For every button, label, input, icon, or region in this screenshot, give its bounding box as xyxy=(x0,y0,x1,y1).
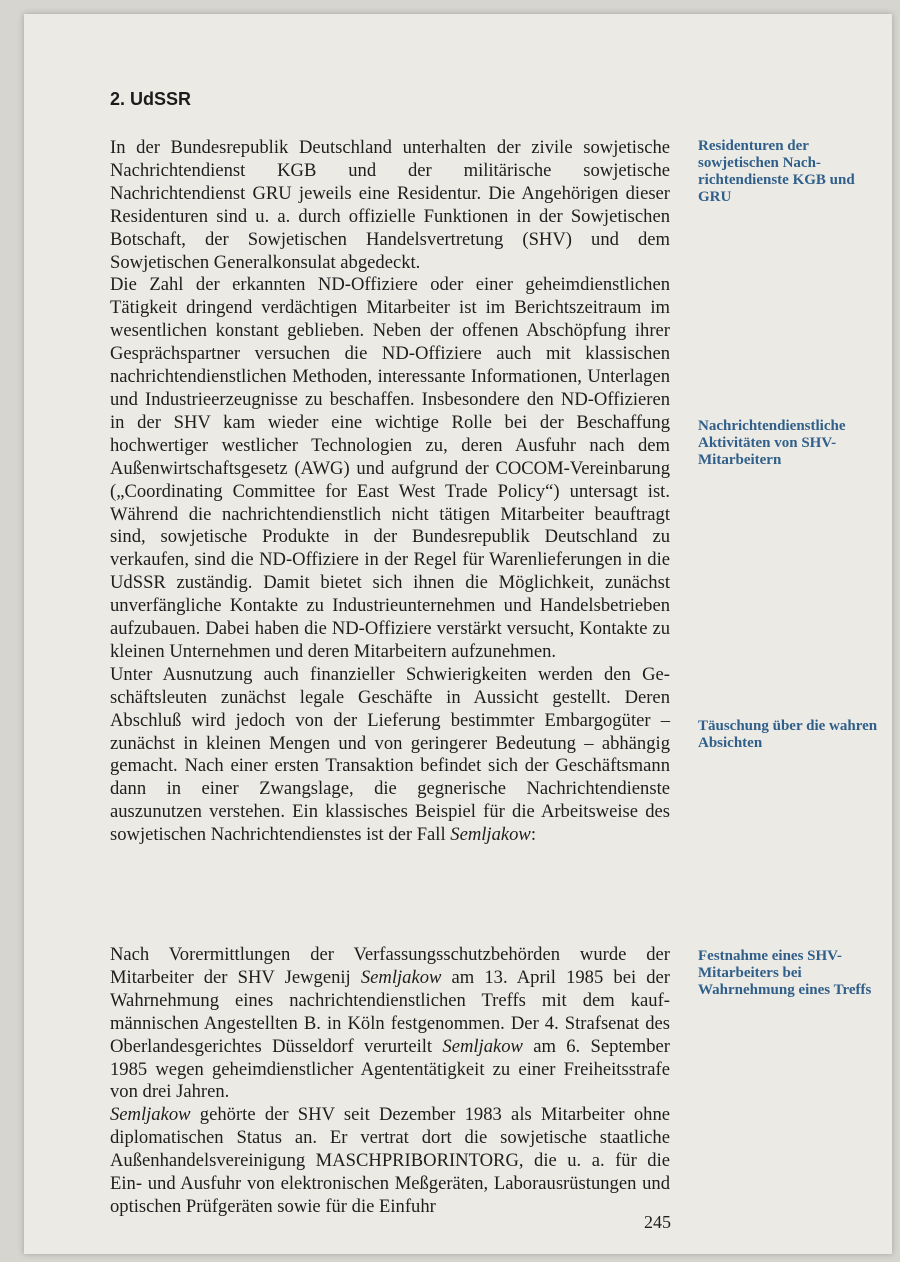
name-semljakow: Semljakow xyxy=(442,1035,523,1057)
margin-note-residenturen: Residenturen der sowjetischen Nachrichtendienste KGB und GRU xyxy=(698,138,855,205)
paragraph-taeuschung-text: Unter Ausnutzung auch finanzieller Schwierigkeiten werden den Geschäftsleuten zunächst legale Geschäfte in Aussicht gestellt. Deren Abschluß wird jedoch von der Lieferung bestimmter Embargogüter – zunächst in kleinen Mengen und von geringerer Bedeutung – abhängig gemacht. Nach einer ersten Transaktion befindet sich der Geschäftsmann dann in einer Zwangslage, die gegnerische Nachrichtendienste auszunutzen verstehen. Ein klassisches Beispiel für die Arbeitsweise des sowjetischen Nachrichtendienstes ist der Fall xyxy=(110,663,670,846)
name-semljakow: Semljakow xyxy=(450,824,531,846)
margin-note-taeuschung: Täuschung über die wahren Absichten xyxy=(698,718,878,751)
text-segment: gehörte der SHV seit Dezember 1983 als Mitarbeiter ohne diplomatischen Status an. Er vertrat dort die sowjetische staatliche Außenhandelsvereinigung MASCHPRIBORINTORG, die u. a. für die Ein- und Ausfuhr von elektronischen Meßgeräten, Laborausrüstungen und optischen Prüfgeräten sowie für die Einfuhr xyxy=(110,1104,670,1217)
paragraph-festnahme xyxy=(110,944,670,1104)
document-page xyxy=(24,14,892,1254)
name-semljakow: Semljakow xyxy=(360,966,442,988)
paragraph-taeuschung xyxy=(110,664,670,847)
page-number: 245 xyxy=(644,1212,671,1232)
section-heading: 2. UdSSR xyxy=(110,89,192,109)
margin-note-aktivitaeten: Nachrichtendienstliche Aktivitäten von SHV-Mitarbeitern xyxy=(698,418,846,468)
margin-note-festnahme: Festnahme eines SHV-Mitarbeiters bei Wahrnehmung eines Treffs xyxy=(698,948,872,998)
body-text-block-1 xyxy=(110,137,670,847)
paragraph-shv-mitarbeiter xyxy=(110,1104,670,1219)
text-segment: am 13. April 1985 bei der Wahrnehmung eines nachrichtendienstlichen Treffs mit dem kaufmännischen Angestellten B. in Köln festgenommen. Der 4. Strafsenat des Oberlandesgerichtes Düsseldorf verurteilt xyxy=(110,966,670,1057)
paragraph-nd-offiziere: Die Zahl der erkannten ND-Offiziere oder einer geheimdienstlichen Tätigkeit dringend verdächtigen Mitarbeiter ist im Berichtszeitraum im wesentlichen konstant geblieben. Neben der offenen Abschöpfung ihrer Gesprächspartner versuchen die ND-Offiziere auch mit klassischen nachrichtendienstlichen Methoden, interessante Informationen, Unterlagen und Industrieerzeugnisse zu beschaffen. Insbesondere den ND-Offizieren in der SHV kam wieder eine wichtige Rolle bei der Beschaffung hochwertiger westlicher Technologien zu, deren Ausfuhr nach dem Außenwirtschaftsgesetz (AWG) und aufgrund der COCOM-Vereinbarung („Coordinating Committee for East West Trade Policy“) untersagt ist. Während die nachrichtendienstlich nicht tätigen Mitarbeiter beauftragt sind, sowjetische Produkte in der Bundesrepublik Deutschland zu verkaufen, sind die ND-Offiziere in der Regel für Warenlieferungen in die UdSSR zuständig. Damit bietet sich ihnen die Möglichkeit, zunächst unverfängliche Kontakte zu Industrieunternehmen und Handelsbetrieben aufzubauen. Dabei haben die ND-Offiziere verstärkt versucht, Kontakte zu kleinen Unternehmen und deren Mitarbeitern aufzunehmen. xyxy=(110,274,670,662)
text-segment: Nach Vorermittlungen der Verfassungsschutzbehörden wurde der Mitarbeiter der SHV Jewgenij xyxy=(110,944,670,988)
colon: : xyxy=(530,824,537,846)
name-semljakow: Semljakow xyxy=(110,1104,191,1126)
paragraph-residenturen: In der Bundesrepublik Deutschland unterhalten der zivile sowjetische Nachrichtendienst KGB und der militärische sowjetische Nachrichtendienst GRU jeweils eine Residentur. Die Angehörigen dieser Residenturen sind u. a. durch offizielle Funktionen in der Sowjetischen Botschaft, der Sowjetischen Handelsvertretung (SHV) und dem Sowjetischen Generalkonsulat abgedeckt. xyxy=(110,137,670,273)
text-segment: am 6. September 1985 wegen geheimdienstlicher Agententätigkeit zu einer Freiheitsstrafe von drei Jahren. xyxy=(110,1035,670,1103)
body-text-block-2 xyxy=(110,944,670,1219)
